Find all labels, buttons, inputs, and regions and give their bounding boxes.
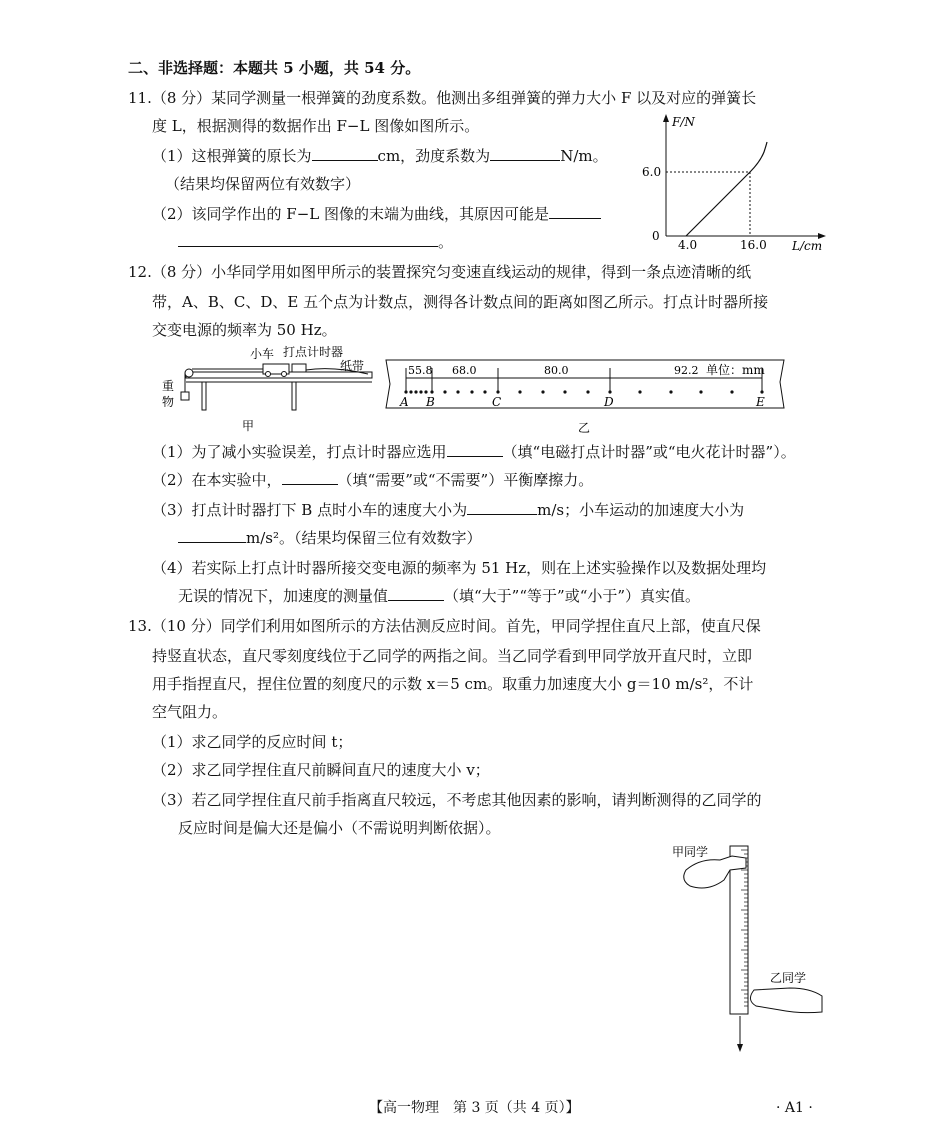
q11-part2-a: （2）该同学作出的 F−L 图像的末端为曲线，其原因可能是 — [152, 205, 550, 223]
dist-cd: 80.0 — [544, 364, 569, 377]
point-b: B — [426, 395, 435, 409]
table-leg — [292, 382, 296, 410]
car-wheel — [266, 372, 271, 377]
q11-part1-a: （1）这根弹簧的原长为 — [152, 147, 312, 165]
f-l-curve — [686, 142, 767, 236]
tape-figure — [380, 356, 790, 436]
section-header: 二、非选择题：本题共 5 小题，共 54 分。 — [128, 59, 421, 77]
point-e: E — [756, 395, 765, 409]
apparatus-caption: 甲 — [242, 419, 255, 433]
q13-part2: （2）求乙同学捏住直尺前瞬间直尺的速度大小 v； — [152, 761, 490, 779]
footer-page-info: 【高一物理 第 3 页（共 4 页）】 — [369, 1100, 580, 1116]
q12-part2 — [152, 470, 593, 490]
y-label: F/N — [672, 115, 695, 129]
tape-dots — [404, 390, 763, 393]
q12-part4-b: 无误的情况下，加速度的测量值 — [178, 587, 389, 605]
x-label: L/cm — [792, 239, 823, 253]
dist-ab: 55.8 — [408, 364, 433, 377]
f-l-graph — [630, 112, 830, 254]
timer-label: 打点计时器 — [283, 345, 344, 359]
point-c: C — [492, 395, 502, 409]
x-tick-label-1: 4.0 — [678, 238, 698, 252]
q12-line3: 交变电源的频率为 50 Hz。 — [152, 321, 337, 339]
q12-line1: 12.（8 分）小华同学用如图甲所示的装置探究匀变速直线运动的规律，得到一条点迹清晰的纸 — [128, 263, 752, 281]
q12-line2: 带，A、B、C、D、E 五个点为计数点，测得各计数点间的距离如图乙所示。打点计时器所接 — [152, 293, 769, 311]
point-d: D — [604, 395, 614, 409]
dist-bc: 68.0 — [452, 364, 477, 377]
unit-label: 单位：mm — [706, 363, 765, 377]
q13-line2: 持竖直状态，直尺零刻度线位于乙同学的两指之间。当乙同学看到甲同学放开直尺时，立即 — [152, 647, 753, 665]
answer-blank[interactable] — [490, 146, 560, 161]
q13-part3-line1: （3）若乙同学捏住直尺前手指离直尺较远，不考虑其他因素的影响，请判断测得的乙同学的 — [152, 791, 762, 809]
q12-part2-b: （填“需要”或“不需要”）平衡摩擦力。 — [337, 471, 594, 489]
ruler-figure — [660, 840, 840, 1056]
point-a: A — [400, 395, 409, 409]
answer-blank[interactable] — [549, 204, 601, 219]
q13-part1: （1）求乙同学的反应时间 t； — [152, 733, 353, 751]
q12-part4-c: （填“大于”“等于”或“小于”）真实值。 — [444, 587, 701, 605]
q13-part3-line2: 反应时间是偏大还是偏小（不需说明判断依据）。 — [178, 819, 501, 837]
answer-blank[interactable] — [467, 500, 537, 515]
footer-code: · A1 · — [776, 1100, 813, 1116]
q12-part4-line1: （4）若实际上打点计时器所接交变电源的频率为 51 Hz，则在上述实验操作以及数据处理均 — [152, 559, 767, 577]
answer-blank[interactable] — [282, 470, 338, 485]
answer-blank[interactable] — [178, 528, 246, 543]
q11-part1-note: （结果均保留两位有效数字） — [165, 175, 361, 193]
timer-device — [292, 364, 306, 372]
q12-part2-a: （2）在本实验中， — [152, 471, 282, 489]
car-label: 小车 — [250, 347, 275, 361]
yi-hand — [750, 988, 822, 1013]
q13-line4: 空气阻力。 — [152, 703, 228, 721]
q11-part2 — [152, 204, 601, 224]
q11-line1: 11.（8 分）某同学测量一根弹簧的劲度系数。他测出多组弹簧的弹力大小 F 以及对应的弹簧长 — [128, 89, 757, 107]
car-wheel — [282, 372, 287, 377]
pulley — [185, 369, 193, 377]
q11-part1-c: N/m。 — [560, 147, 608, 165]
answer-blank[interactable] — [178, 232, 438, 247]
q12-part3-b: m/s；小车运动的加速度大小为 — [537, 501, 745, 519]
tape-label: 纸带 — [340, 359, 365, 373]
dist-de: 92.2 — [674, 364, 699, 377]
tape-caption: 乙 — [578, 421, 591, 435]
q12-part4-line2 — [178, 586, 700, 606]
answer-blank[interactable] — [312, 146, 378, 161]
table-leg — [202, 382, 206, 410]
y-axis-arrow — [663, 114, 669, 122]
x-tick-label-2: 16.0 — [740, 238, 767, 252]
fall-arrow — [737, 1044, 743, 1052]
q13-line3: 用手指捏直尺，捏住位置的刻度尺的示数 x＝5 cm。取重力加速度大小 g＝10 m/s²，不计 — [152, 675, 754, 693]
q11-line2: 度 L，根据测得的数据作出 F−L 图像如图所示。 — [152, 117, 480, 135]
q11-part2-end: 。 — [438, 233, 454, 251]
q11-part1-b: cm，劲度系数为 — [377, 147, 491, 165]
q11-part2-cont — [178, 232, 453, 252]
weight-label-2: 物 — [162, 395, 175, 409]
q11-part1 — [152, 146, 608, 166]
q12-part1-a: （1）为了减小实验误差，打点计时器应选用 — [152, 443, 447, 461]
origin-label: 0 — [652, 229, 660, 243]
q12-part3-a: （3）打点计时器打下 B 点时小车的速度大小为 — [152, 501, 468, 519]
q12-part3-c: m/s²。（结果均保留三位有效数字） — [246, 529, 482, 547]
yi-label: 乙同学 — [770, 971, 807, 985]
jia-label: 甲同学 — [672, 845, 709, 859]
q12-part3-cont — [178, 528, 482, 548]
q12-part1-b: （填“电磁打点计时器”或“电火花计时器”）。 — [502, 443, 796, 461]
q12-part3 — [152, 500, 744, 520]
weight-label-1: 重 — [162, 379, 175, 393]
y-tick-label: 6.0 — [642, 165, 662, 179]
answer-blank[interactable] — [447, 442, 503, 457]
apparatus-figure — [158, 344, 378, 434]
q12-part1 — [152, 442, 796, 462]
weight-block — [181, 392, 189, 400]
answer-blank[interactable] — [388, 586, 444, 601]
q13-line1: 13.（10 分）同学们利用如图所示的方法估测反应时间。首先，甲同学捏住直尺上部，使直尺保 — [128, 617, 761, 635]
